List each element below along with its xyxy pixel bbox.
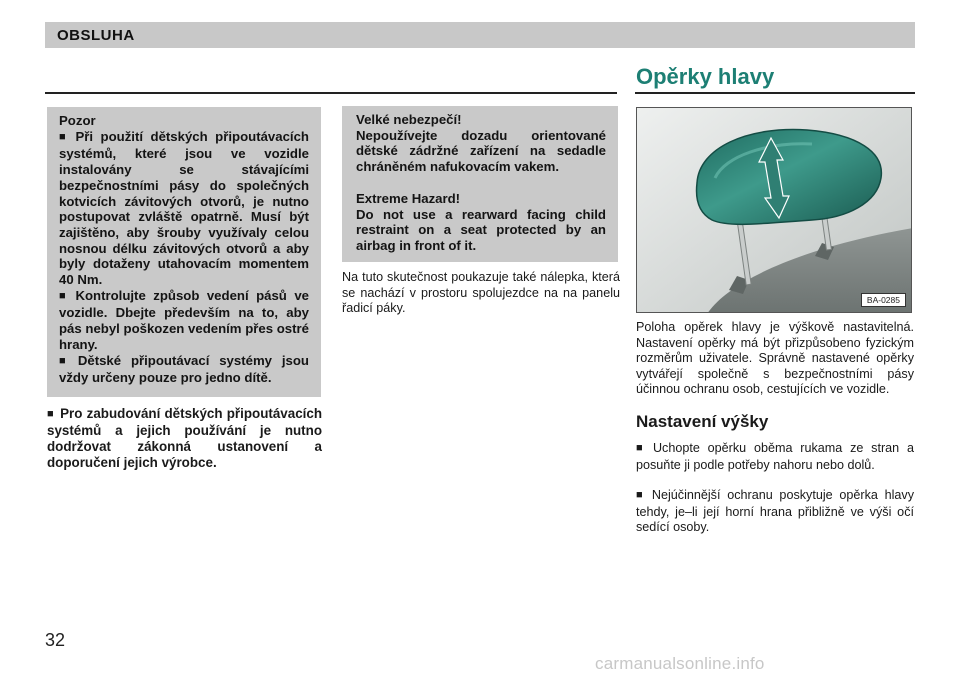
header-section-label: OBSLUHA <box>57 27 135 44</box>
hazard-text-en: Do not use a rearward facing child restraint on a seat protected by an airbag in front of it. <box>356 206 606 253</box>
adjust-bullet-1: ■ Uchopte opěrku oběma rukama ze stran a posuňte ji podle potřeby nahoru nebo dolů. <box>636 441 914 473</box>
watermark: carmanualsonline.info <box>595 654 765 673</box>
section-title: Opěrky hlavy <box>636 64 775 89</box>
headrest-description: Poloha opěrek hlavy je výškově nastavitelná. Nastavení opěrky má být přizpůsobeno fyzickým rozměrům uživatele. Správně nastavené opěrky vytvářejí společně s bezpečnostními pásy účinnou ochranu osob, cestujících ve vozidle. <box>636 320 914 396</box>
headrest-figure <box>636 107 912 313</box>
header-bar <box>45 22 915 48</box>
warning-box-airbag <box>342 106 618 262</box>
installation-note: ■ Pro zabudování dětských připoutávacích systémů a jejich používání je nutno dodržovat zákonná ustanovení a doporučení jejich výrobce. <box>47 406 322 471</box>
hazard-title-cz: Velké nebezpečí! <box>356 112 462 127</box>
headrest-illustration <box>637 108 912 313</box>
warning-bullet-2: ■ Kontrolujte způsob vedení pásů ve vozidle. Dbejte především na to, aby pás nebyl poškozen vedením přes ostré hrany. <box>59 288 309 353</box>
sticker-note: Na tuto skutečnost poukazuje také nálepka, která se nachází v prostoru spolujezdce na na panelu řadicí páky. <box>342 270 620 315</box>
divider-left <box>45 92 617 94</box>
warning-title: Pozor <box>59 113 96 128</box>
hazard-title-en: Extreme Hazard! <box>356 190 461 206</box>
warning-box-left <box>47 107 321 397</box>
page-number: 32 <box>45 630 66 650</box>
height-adjustment-heading: Nastavení výšky <box>636 412 769 431</box>
figure-label: BA-0285 <box>861 293 906 307</box>
warning-bullet-1: ■ Při použití dětských připoutávacích systémů, které jsou ve vozidle instalovány se stávajícími bezpečnostními pásy do společných kotvicích závitových otvorů, je nutno postupovat zvláště opatrně. Musí být zajištěno, aby šrouby využívaly celou nosnou délku závitových otvorů a aby byly dotaženy utahovacím momentem 40 Nm. <box>59 129 309 288</box>
adjust-bullet-2: ■ Nejúčinnější ochranu poskytuje opěrka hlavy tehdy, je–li její horní hrana přibližně ve výši očí sedící osoby. <box>636 488 914 536</box>
divider-right <box>635 92 915 94</box>
warning-bullet-3: ■ Dětské připoutávací systémy jsou vždy určeny pouze pro jedno dítě. <box>59 353 309 386</box>
hazard-text-cz: Nepoužívejte dozadu orientované dětské zádržné zařízení na sedadle chráněném nafukovacím vakem. <box>356 127 606 175</box>
